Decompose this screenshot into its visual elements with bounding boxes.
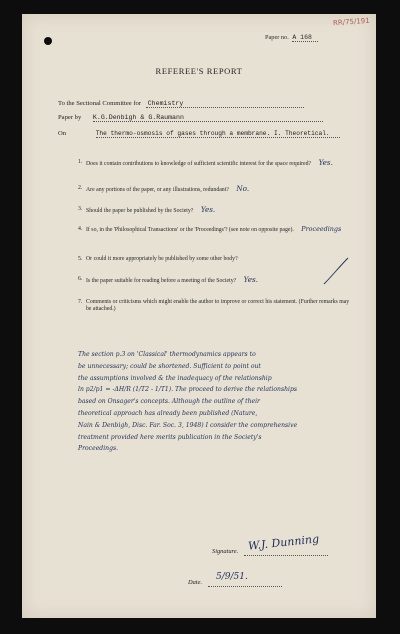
date-value: 5/9/51. [216,572,248,582]
question-5: 5. Or could it more appropriately be published by some other body? [78,256,238,262]
question-2: 2. Are any portions of the paper, or any illustrations, redundant? No. [78,184,250,193]
paper-by-label: Paper by [58,114,82,121]
on-label: On [58,130,67,137]
date-label: Date [188,579,201,586]
paper-number-label: Paper no. [265,34,289,41]
paper-number [265,34,318,41]
paper-by-row [58,114,323,122]
question-text: Does it contain contributions to knowledge of sufficient scientific interest for the space required? [86,161,312,167]
remark-line: the assumptions involved & the inadequacy of the relationship [78,374,272,382]
signature-label: Signature [212,548,237,555]
punch-hole [44,37,52,45]
committee-value: Chemistry [147,100,184,107]
remark-line: be unnecessary; could be shortened. Sufficient to point out [78,362,261,370]
remark-line: Nain & Denbigh, Disc. Far. Soc. 3, 1948) I consider the comprehensive [78,421,298,429]
referee-remarks [78,349,368,455]
answer-1: Yes. [318,158,333,167]
paper-by-value: K.G.Denbigh & G.Raumann [92,114,184,121]
remark-line: The section p.3 on 'Classical' thermodynamics appears to [78,351,256,358]
paper-number-value: A 168 [292,34,318,42]
committee-label: To the Sectional Committee for [58,100,142,107]
question-3: 3. Should the paper be published by the Society? Yes. [78,205,216,214]
question-7: 7. Comments or criticisms which might enable the author to improve or correct his statement. (Further remarks may be attached.) [78,299,350,313]
signature-value: W.J. Dunning [247,532,320,553]
question-text: If so, in the 'Philosophical Transactions' or the 'Proceedings'? (see note on opposite page). [86,227,294,233]
remark-line: Proceedings. [78,445,119,453]
question-4: 4. If so, in the 'Philosophical Transactions' or the 'Proceedings'? (see note on opposite page). Proceedings [78,225,342,233]
question-text: Comments or criticisms which might enable the author to improve or correct his statement. (Further remarks may be attached.) [86,299,350,313]
remark-line: treatment provided here merits publication in the Society's [78,433,262,441]
remark-line: theoretical approach has already been published (Nature, [78,409,258,417]
answer-3: Yes. [200,205,216,214]
pen-stroke-mark [322,256,350,286]
question-text: Or could it more appropriately be published by some other body? [86,256,238,262]
remark-line: ln p2/p1 = -ΔH/R (1/T2 - 1/T1). The proceed to derive the relationships [78,386,297,394]
question-6: 6. Is the paper suitable for reading before a meeting of the Society? Yes. [78,275,258,284]
signature-row: Signature. [212,548,239,555]
question-text: Should the paper be published by the Society? [86,208,194,214]
committee-row [58,100,304,108]
date-row: Date. [188,579,203,586]
archive-reference: RR/75/191 [333,16,371,28]
answer-4: Proceedings [301,225,342,233]
answer-6: Yes. [243,275,258,284]
question-text: Is the paper suitable for reading before a meeting of the Society? [86,278,237,284]
on-value: The thermo-osmosis of gases through a membrane. I. Theoretical. [95,130,330,137]
answer-2: No. [236,184,250,193]
question-text: Are any portions of the paper, or any illustrations, redundant? [86,187,229,193]
report-sheet [22,14,376,618]
page-title: REFEREE'S REPORT [155,66,243,76]
question-1: 1. Does it contain contributions to knowledge of sufficient scientific interest for the space required? Yes. [78,158,333,167]
title-row [58,130,340,138]
remark-line: based on Onsager's concepts. Although the outline of their [78,398,260,406]
